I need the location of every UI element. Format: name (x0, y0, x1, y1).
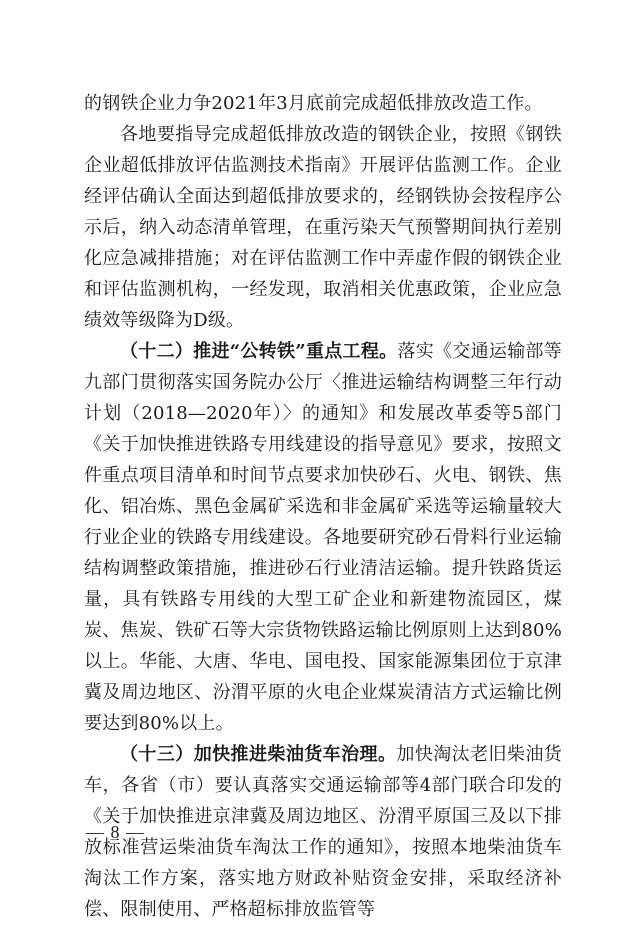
section-heading: （十三）加快推进柴油货车治理。 (120, 744, 397, 765)
paragraph-diesel-trucks (84, 739, 562, 925)
paragraph-text: 的钢铁企业力争2021年3月底前完成超低排放改造工作。 (84, 93, 543, 114)
paragraph-rail-transport (84, 336, 562, 739)
paragraph-text: 各地要指导完成超低排放改造的钢铁企业，按照《钢铁企业超低排放评估监测技术指南》开展评估监测工作。企业经评估确认全面达到超低排放要求的，经钢铁协会按程序公示后，纳入动态清单管理，在重污染天气预警期间执行差别化应急减排措施；对在评估监测工作中弄虚作假的钢铁企业和评估监测机构，一经发现，取消相关优惠政策，企业应急绩效等级降为D级。 (84, 124, 562, 331)
paragraph-continuation (84, 88, 562, 119)
paragraph-assessment (84, 119, 562, 336)
page-number: — 8 — (86, 822, 145, 842)
section-heading: （十二）推进“公转铁”重点工程。 (120, 341, 398, 362)
document-body (84, 88, 562, 925)
paragraph-text: 加快淘汰老旧柴油货车，各省（市）要认真落实交通运输部等4部门联合印发的《关于加快推进京津冀及周边地区、汾渭平原国三及以下排放标准营运柴油货车淘汰工作的通知》，按照本地柴油货车淘汰工作方案，落实地方财政补贴资金安排，采取经济补偿、限制使用、严格超标排放监管等 (84, 744, 562, 920)
paragraph-text: 落实《交通运输部等九部门贯彻落实国务院办公厅〈推进运输结构调整三年行动计划（2018—2020年）〉的通知》和发展改革委等5部门《关于加快推进铁路专用线建设的指导意见》要求，按照文件重点项目清单和时间节点要求加快砂石、火电、钢铁、焦化、铝冶炼、黑色金属矿采选和非金属矿采选等运输量较大行业企业的铁路专用线建设。各地要研究砂石骨料行业运输结构调整政策措施，推进砂石行业清洁运输。提升铁路货运量，具有铁路专用线的大型工矿企业和新建物流园区，煤炭、焦炭、铁矿石等大宗货物铁路运输比例原则上达到80%以上。华能、大唐、华电、国电投、国家能源集团位于京津冀及周边地区、汾渭平原的火电企业煤炭清洁方式运输比例要达到80%以上。 (84, 341, 562, 734)
